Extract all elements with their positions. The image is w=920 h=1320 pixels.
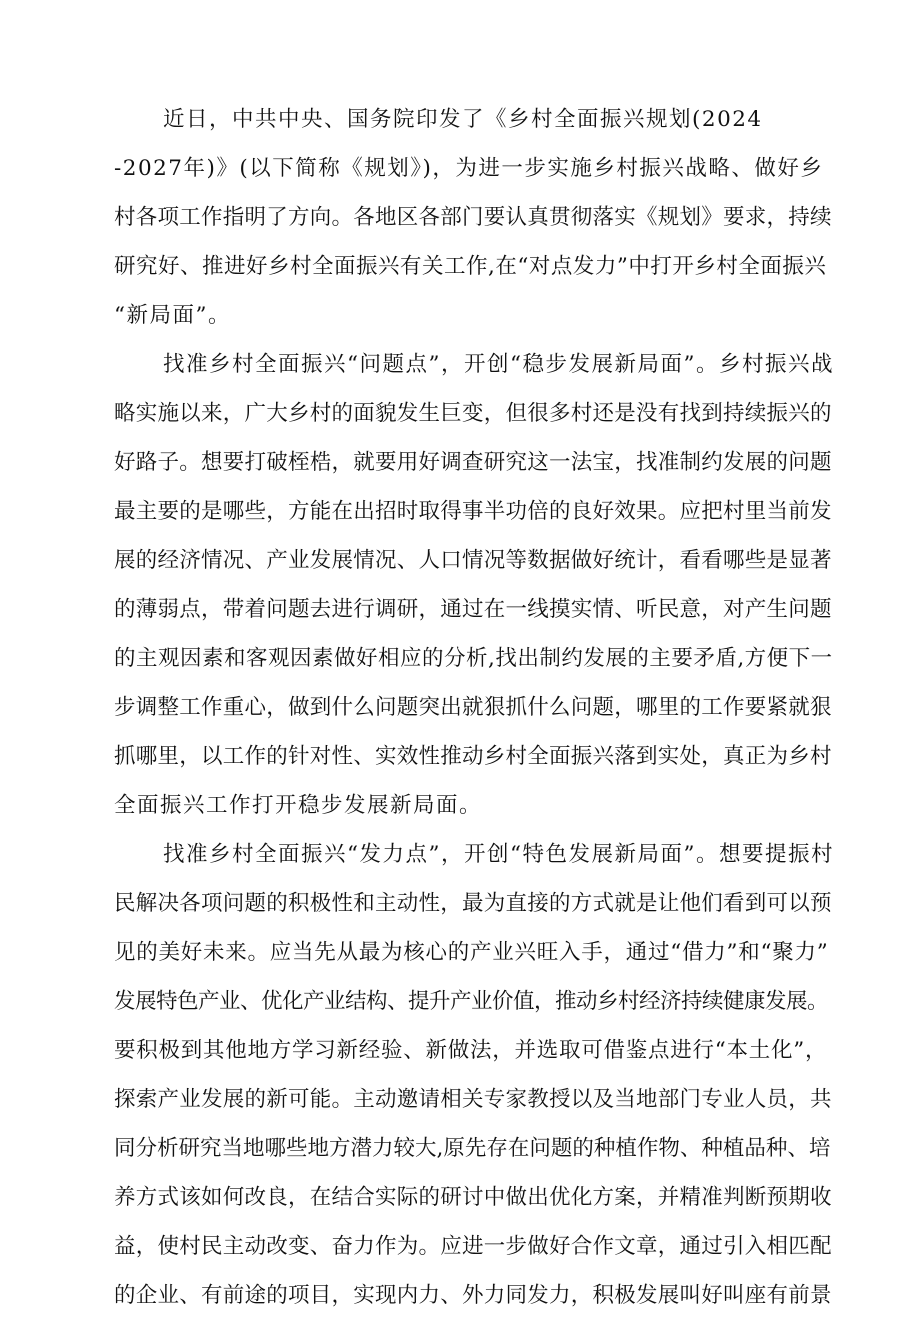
document-body <box>114 95 834 1320</box>
text-line: 找准乡村全面振兴“问题点”，开创“稳步发展新局面”。乡村振兴战 <box>163 352 834 377</box>
text-line: 要积极到其他地方学习新经验、新做法，并选取可借鉴点进行“本土化”， <box>114 1038 828 1063</box>
text-line: 养方式该如何改良，在结合实际的研讨中做出优化方案，并精准判断预期收 <box>114 1185 832 1210</box>
text-line: 略实施以来，广大乡村的面貌发生巨变，但很多村还是没有找到持续振兴的 <box>114 401 832 426</box>
text-line: 村各项工作指明了方向。各地区各部门要认真贯彻落实《规划》要求，持续 <box>114 205 832 230</box>
text-line: 研究好、推进好乡村全面振兴有关工作,在“对点发力”中打开乡村全面振兴 <box>114 254 827 279</box>
text-line: 的主观因素和客观因素做好相应的分析,找出制约发展的主要矛盾,方便下一 <box>114 646 833 671</box>
text-line: 的企业、有前途的项目，实现内力、外力同发力，积极发展叫好叫座有前景 <box>114 1283 832 1308</box>
text-line: 益，使村民主动改变、奋力作为。应进一步做好合作文章，通过引入相匹配 <box>114 1234 832 1259</box>
text-line: 好路子。想要打破桎梏，就要用好调查研究这一法宝，找准制约发展的问题 <box>114 450 832 475</box>
text-line: 发展特色产业、优化产业结构、提升产业价值，推动乡村经济持续健康发展。 <box>114 989 829 1014</box>
text-line: 展的经济情况、产业发展情况、人口情况等数据做好统计，看看哪些是显著 <box>114 548 832 573</box>
text-line: -2027年)》(以下简称《规划》)，为进一步实施乡村振兴战略、做好乡 <box>114 156 824 181</box>
paragraph-problem-point <box>114 340 834 830</box>
text-line: 步调整工作重心，做到什么问题突出就狠抓什么问题，哪里的工作要紧就狠 <box>114 695 832 720</box>
text-line: 同分析研究当地哪些地方潜力较大,原先存在问题的种植作物、种植品种、培 <box>114 1136 831 1161</box>
text-line: 找准乡村全面振兴“发力点”，开创“特色发展新局面”。想要提振村 <box>163 842 834 867</box>
text-line: 最主要的是哪些，方能在出招时取得事半功倍的良好效果。应把村里当前发 <box>114 499 832 524</box>
text-line: 民解决各项问题的积极性和主动性，最为直接的方式就是让他们看到可以预 <box>114 891 832 916</box>
paragraph-intro <box>114 95 834 340</box>
text-line: 全面振兴工作打开稳步发展新局面。 <box>114 793 483 818</box>
text-line: 见的美好未来。应当先从最为核心的产业兴旺入手，通过“借力”和“聚力” <box>114 940 829 965</box>
text-line: 抓哪里，以工作的针对性、实效性推动乡村全面振兴落到实处，真正为乡村 <box>114 744 832 769</box>
text-line: 探索产业发展的新可能。主动邀请相关专家教授以及当地部门专业人员，共 <box>114 1087 832 1112</box>
text-line: “新局面”。 <box>114 303 231 328</box>
paragraph-effort-point <box>114 830 834 1320</box>
text-line: 的薄弱点，带着问题去进行调研，通过在一线摸实情、听民意，对产生问题 <box>114 597 832 622</box>
text-line: 近日，中共中央、国务院印发了《乡村全面振兴规划(2024 <box>163 107 763 132</box>
